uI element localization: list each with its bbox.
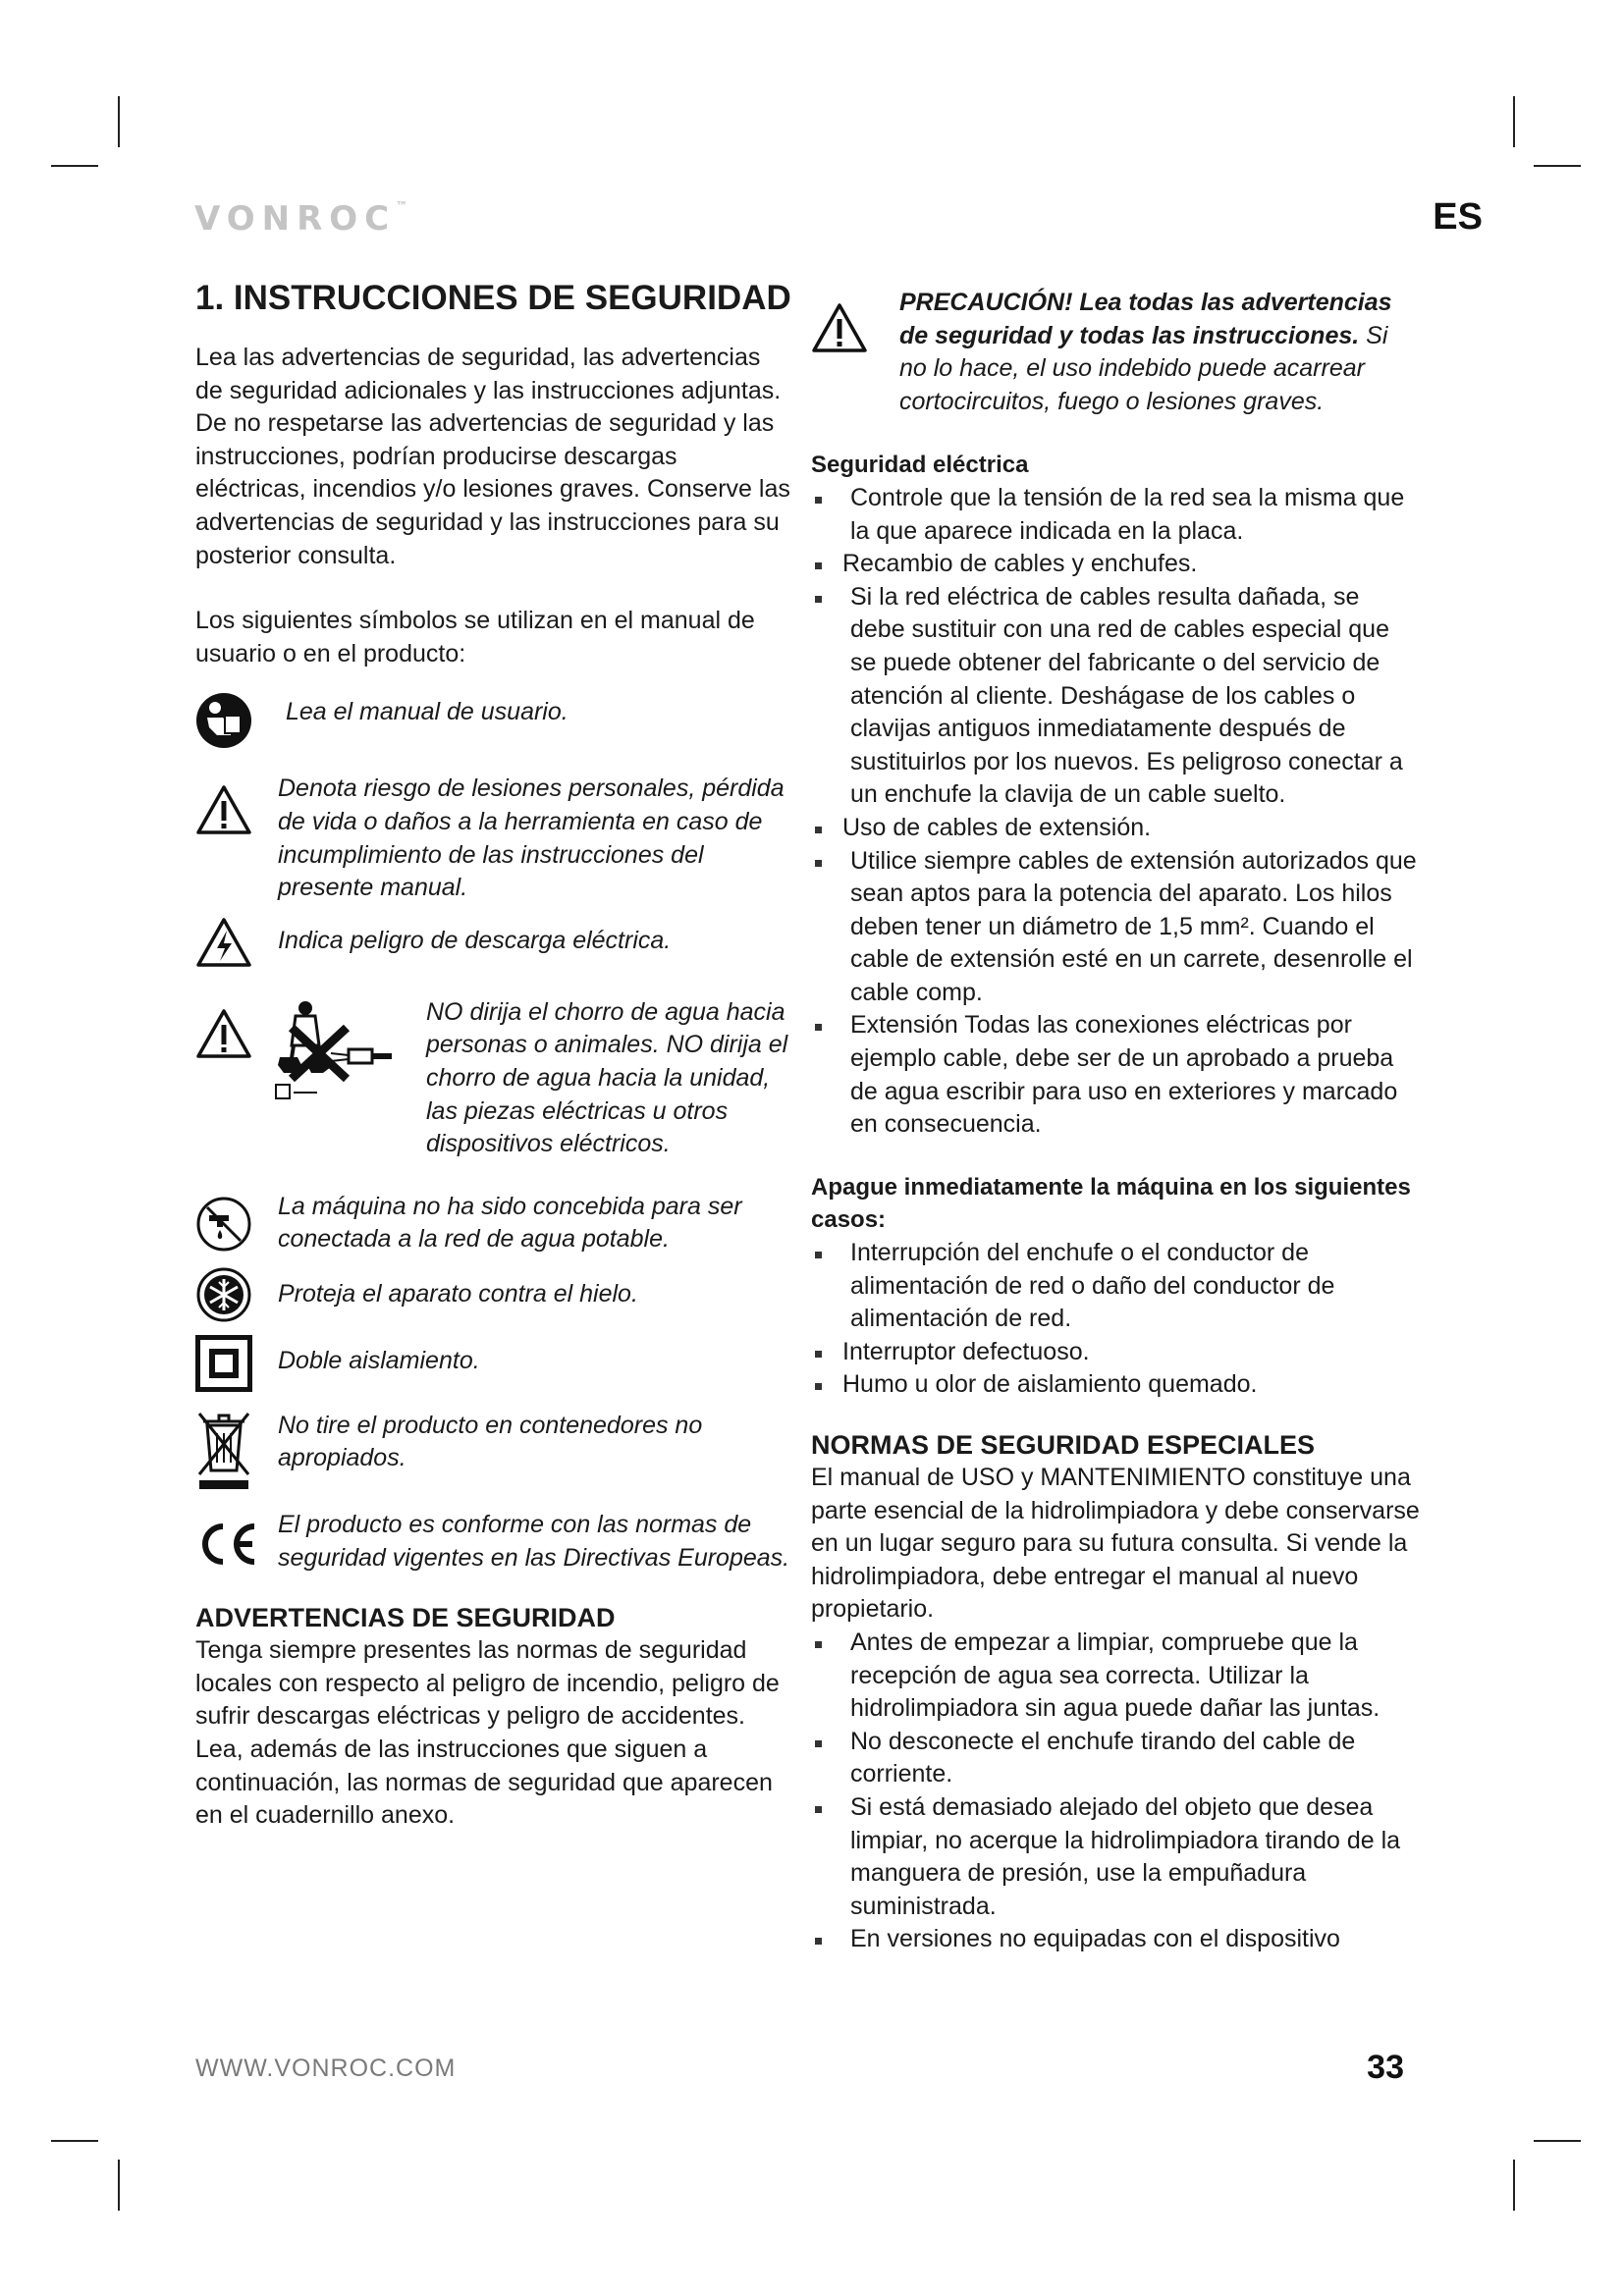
manual-icon xyxy=(195,692,252,749)
symbol-text: Indica peligro de descarga eléctrica. xyxy=(278,926,672,954)
section-title: 1. INSTRUCCIONES DE SEGURIDAD xyxy=(195,279,791,317)
special-paragraph: El manual de USO y MANTENIMIENTO constituye una parte esencial de la hidrolimpiadora y debe conservarse en un lugar seguro para su futura consulta. Si vende la hidrolimpiadora, debe entregar el manual al nuevo propietario. xyxy=(811,1464,1420,1624)
symbol-row xyxy=(195,773,794,904)
symbol-text: La máquina no ha sido concebida para ser conectada a la red de agua potable. xyxy=(278,1192,742,1254)
brand-logo: VONROC™ xyxy=(194,199,408,239)
symbol-text: Denota riesgo de lesiones personales, pérdida de vida o daños a la herramienta en caso de incumplimiento de las instrucciones del presente manual. xyxy=(278,774,785,902)
ce-mark-icon xyxy=(195,1521,258,1568)
warning-icon xyxy=(195,1008,252,1059)
crop-mark xyxy=(1534,2140,1581,2142)
symbol-row xyxy=(195,925,794,980)
double-insulation-icon xyxy=(195,1335,252,1392)
weee-bin-icon xyxy=(195,1410,252,1490)
symbol-row xyxy=(195,1509,794,1575)
right-column xyxy=(811,287,1420,1956)
list-item: Si la red eléctrica de cables resulta dañada, se debe sustituir con una red de cables especial que se puede obtener del fabricante o del servicio de atención al cliente. Deshágase de los cables o clavijas antiguos inmediatamente después de sustituirlos por los nuevos. Es peligroso conectar a un enchufe la clavija de un cable suelto. xyxy=(811,581,1420,812)
crop-mark xyxy=(51,165,98,167)
no-potable-water-icon xyxy=(195,1196,252,1253)
list-item: No desconecte el enchufe tirando del cable de corriente. xyxy=(811,1726,1420,1791)
left-column xyxy=(195,279,794,1833)
language-code: ES xyxy=(1433,196,1483,238)
crop-mark xyxy=(1534,165,1581,167)
list-item: Interrupción del enchufe o el conductor de alimentación de red o daño del conductor de alimentación de red. xyxy=(811,1237,1420,1336)
symbol-row xyxy=(195,1278,794,1333)
special-heading: NORMAS DE SEGURIDAD ESPECIALES xyxy=(811,1430,1316,1460)
caution-bold: PRECAUCIÓN! Lea todas las advertencias de seguridad y todas las instrucciones. xyxy=(899,289,1392,349)
list-item: Extensión Todas las conexiones eléctricas por ejemplo cable, debe ser de un aprobado a prueba de agua escribir para uso en exteriores y marcado en consecuencia. xyxy=(811,1009,1420,1141)
list-item: Antes de empezar a limpiar, compruebe que la recepción de agua sea correcta. Utilizar la hidrolimpiadora sin agua puede dañar las juntas. xyxy=(811,1627,1420,1726)
symbol-text: Lea el manual de usuario. xyxy=(286,698,568,726)
warning-icon xyxy=(811,302,868,353)
list-item: Interruptor defectuoso. xyxy=(811,1336,1420,1369)
caution-text: Si no lo hace, el uso indebido puede acarrear cortocircuitos, fuego o lesiones graves. xyxy=(899,321,1388,415)
list-item: Uso de cables de extensión. xyxy=(811,812,1420,845)
symbol-row xyxy=(195,690,794,753)
electrical-list xyxy=(811,482,1420,1142)
list-item: Utilice siempre cables de extensión autorizados que sean aptos para la potencia del aparato. Los hilos deben tener un diámetro de 1,5 mm². Cuando el cable de extensión esté en un carrete, desenrolle el cable comp. xyxy=(811,845,1420,1010)
list-item: En versiones no equipadas con el dispositivo xyxy=(811,1923,1420,1956)
shutdown-heading: Apague inmediatamente la máquina en los siguientes casos: xyxy=(811,1173,1411,1234)
symbol-row xyxy=(195,1410,794,1475)
list-item: Humo u olor de aislamiento quemado. xyxy=(811,1368,1420,1402)
warnings-paragraph: Tenga siempre presentes las normas de seguridad locales con respecto al peligro de incendio, peligro de sufrir descargas eléctricas y peligro de accidentes. Lea, además de las instrucciones que siguen a continuación, las normas de seguridad que aparecen en el cuadernillo anexo. xyxy=(195,1636,780,1830)
symbol-text: No tire el producto en contenedores no apropiados. xyxy=(278,1411,703,1472)
crop-mark xyxy=(1513,96,1515,147)
symbol-row xyxy=(195,1345,794,1400)
intro-paragraph: Lea las advertencias de seguridad, las advertencias de seguridad adicionales y las instrucciones adjuntas. De no respetarse las advertencias de seguridad y las instrucciones, podrían producirse descargas eléctricas, incendios y/o lesiones graves. Conserve las advertencias de seguridad y las instrucciones para su posterior consulta. xyxy=(195,344,790,569)
symbol-row xyxy=(195,996,794,1161)
symbol-row xyxy=(195,1191,794,1256)
list-item: Controle que la tensión de la red sea la misma que la que aparece indicada en la placa. xyxy=(811,482,1420,548)
symbols-intro: Los siguientes símbolos se utilizan en el manual de usuario o en el producto: xyxy=(195,607,755,667)
crop-mark xyxy=(51,2140,98,2142)
shutdown-list xyxy=(811,1237,1420,1402)
symbol-text: Doble aislamiento. xyxy=(278,1346,480,1374)
list-item: Recambio de cables y enchufes. xyxy=(811,548,1420,581)
page-number: 33 xyxy=(1367,2049,1404,2086)
symbol-text: Proteja el aparato contra el hielo. xyxy=(278,1279,638,1308)
crop-mark xyxy=(1513,2160,1515,2211)
warning-icon xyxy=(195,784,252,835)
footer-url: WWW.VONROC.COM xyxy=(195,2055,457,2082)
symbol-text: NO dirija el chorro de agua hacia personas o animales. NO dirija el chorro de agua hacia la unidad, las piezas eléctricas u otros dispositivos eléctricos. xyxy=(426,997,788,1158)
crop-mark xyxy=(118,96,120,147)
frost-protect-icon xyxy=(195,1266,252,1323)
warnings-heading: ADVERTENCIAS DE SEGURIDAD xyxy=(195,1603,616,1633)
symbol-text: El producto es conforme con las normas de seguridad vigentes en las Directivas Europeas. xyxy=(278,1511,790,1572)
list-item: Si está demasiado alejado del objeto que desea limpiar, no acerque la hidrolimpiadora tirando de la manguera de presión, use la empuñadura suministrada. xyxy=(811,1791,1420,1923)
crop-mark xyxy=(118,2160,120,2211)
caution-block xyxy=(811,287,1420,418)
water-jet-warning-icon xyxy=(272,998,400,1108)
electrical-heading: Seguridad eléctrica xyxy=(811,452,1029,479)
special-list xyxy=(811,1627,1420,1956)
electric-warning-icon xyxy=(195,917,252,968)
